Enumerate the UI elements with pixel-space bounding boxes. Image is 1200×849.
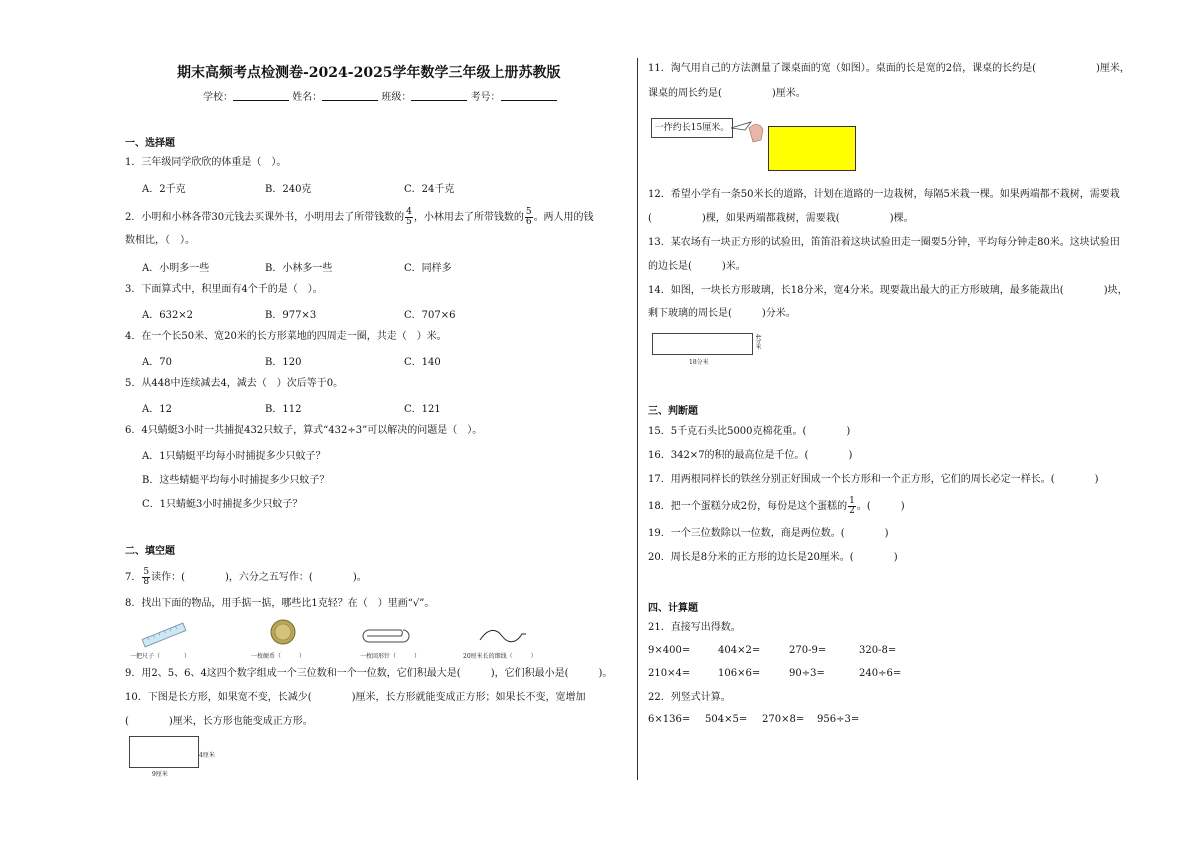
question-15: 15．5千克石头比5000克棉花重。( )	[648, 426, 851, 437]
fraction: $\frac{4}{5}$	[406, 207, 412, 227]
calc-item: 9×400=	[648, 645, 691, 656]
option-c: C．707×6	[404, 310, 456, 321]
length-label: 18分米	[689, 359, 709, 366]
question-18	[648, 497, 905, 516]
question-14: 14．如图，一块长方形玻璃，长18分米，宽4分米。现要裁出最大的正方形玻璃，最多能裁出( )块，	[648, 285, 1128, 296]
option-c: C．同样多	[404, 263, 452, 274]
question-text: 读作：( )，六分之五写作：( )。	[151, 572, 367, 583]
exam-number-field[interactable]	[501, 90, 557, 101]
question-2	[125, 208, 594, 227]
calc-item: 320-8=	[859, 645, 897, 656]
name-label: 姓名：	[292, 92, 323, 103]
thread-icon	[478, 628, 528, 644]
question-12-line2: ( )棵，如果两端都栽树，需要栽( )棵。	[648, 213, 914, 224]
ruler-icon	[140, 622, 188, 648]
item-label-ruler: 一把尺子（ ）	[130, 653, 191, 660]
question-2-line2: 数相比，（ ）。	[125, 235, 195, 246]
option-c: C．1只蜻蜓3小时捕捉多少只蚊子？	[142, 499, 303, 510]
right-column	[645, 0, 1165, 849]
class-field[interactable]	[411, 90, 467, 101]
question-10-line2: ( )厘米，长方形也能变成正方形。	[125, 716, 313, 727]
question-text: 2．小明和小林各带30元钱去买课外书，小明用去了所带钱数的	[125, 212, 405, 223]
calc-item: 90÷3=	[789, 668, 825, 679]
question-11-line2: 课桌的周长约是( )厘米。	[648, 88, 806, 99]
question-22: 22．列竖式计算。	[648, 692, 731, 703]
calc-item: 270×8=	[762, 714, 805, 725]
calc-item: 504×5=	[705, 714, 748, 725]
left-column	[120, 0, 625, 849]
option-c: C．121	[404, 404, 441, 415]
coin-icon	[270, 619, 296, 645]
section-heading: 三、判断题	[648, 406, 698, 417]
calc-item: 6×136=	[648, 714, 691, 725]
question-1: 1．三年级同学欣欣的体重是（ ）。	[125, 157, 287, 168]
option-a: A．70	[142, 357, 172, 368]
calc-item: 956÷3=	[817, 714, 860, 725]
question-19: 19．一个三位数除以一位数，商是两位数。( )	[648, 528, 889, 539]
option-a: A．小明多一些	[142, 263, 210, 274]
question-8: 8．找出下面的物品，用手掂一掂，哪些比1克轻？在（ ）里画“√”。	[125, 598, 435, 609]
option-a: A．2千克	[142, 184, 186, 195]
question-10: 10．下图是长方形，如果宽不变，长减少( )厘米，长方形就能变成正方形；如果长不变，宽增加	[125, 692, 586, 703]
question-text: 。两人用的钱	[533, 212, 594, 223]
option-c: C．24千克	[404, 184, 455, 195]
question-6: 6．4只蜻蜓3小时一共捕捉432只蚊子，算式“432÷3”可以解决的问题是（ ）。	[125, 425, 483, 436]
option-c: C．140	[404, 357, 441, 368]
width-label: 4厘米	[199, 752, 215, 759]
calc-item: 106×6=	[718, 668, 761, 679]
question-number: 7．	[125, 572, 142, 583]
question-text: ，小林用去了所带钱数的	[413, 212, 524, 223]
width-label: 4分米	[754, 334, 761, 350]
question-20: 20．周长是8分米的正方形的边长是20厘米。( )	[648, 552, 898, 563]
student-info-row	[203, 90, 557, 105]
item-label-thread: 20厘米长的细线（ ）	[463, 653, 537, 660]
calc-item: 240÷6=	[859, 668, 902, 679]
question-11: 11．淘气用自己的方法测量了课桌面的宽（如图）。桌面的长是宽的2倍，课桌的长约是( )厘米，	[648, 63, 1130, 74]
school-field[interactable]	[233, 90, 289, 101]
school-label: 学校：	[203, 92, 233, 103]
fraction: $\frac{1}{2}$	[849, 496, 855, 516]
length-label: 9厘米	[152, 771, 168, 778]
glass-rectangle	[652, 333, 753, 355]
section-heading: 四、计算题	[648, 603, 698, 614]
fraction: $\frac{5}{8}$	[143, 567, 150, 587]
question-5: 5．从448中连续减去4，减去（ ）次后等于0。	[125, 378, 344, 389]
section-heading: 一、选择题	[125, 138, 175, 149]
column-divider	[637, 58, 638, 780]
question-4: 4．在一个长50米、宽20米的长方形菜地的四周走一圈，共走（ ）米。	[125, 331, 447, 342]
calc-item: 210×4=	[648, 668, 691, 679]
paperclip-icon	[363, 629, 407, 643]
calc-item: 270-9=	[789, 645, 827, 656]
page-title: 期末高频考点检测卷-2024-2025学年数学三年级上册苏教版	[177, 65, 561, 81]
option-b: B．112	[265, 404, 302, 415]
question-text: 。( )	[856, 501, 905, 512]
fraction: $\frac{5}{6}$	[525, 207, 532, 227]
option-a: A．632×2	[142, 310, 194, 321]
exam-number-label: 考号：	[470, 92, 501, 103]
option-b: B．小林多一些	[265, 263, 333, 274]
option-a: A．12	[142, 404, 172, 415]
option-a: A．1只蜻蜓平均每小时捕捉多少只蚊子？	[142, 451, 326, 462]
question-3: 3．下面算式中，积里面有4个千的是（ ）。	[125, 284, 323, 295]
class-label: 班级：	[381, 92, 412, 103]
option-b: B．120	[265, 357, 302, 368]
question-7	[125, 568, 367, 587]
question-21: 21．直接写出得数。	[648, 622, 741, 633]
speech-bubble: 一拃约长15厘米。	[651, 118, 733, 138]
option-b: B．977×3	[265, 310, 317, 321]
item-label-paperclip: 一枚回形针（ ）	[360, 653, 421, 660]
section-heading: 二、填空题	[125, 546, 175, 557]
rectangle-figure	[129, 736, 199, 768]
desk-top-rectangle	[768, 126, 856, 171]
question-16: 16．342×7的积的最高位是千位。( )	[648, 450, 853, 461]
question-17: 17．用两根同样长的铁丝分别正好围成一个长方形和一个正方形，它们的周长必定一样长。( )	[648, 474, 1099, 485]
hand-icon	[731, 120, 767, 150]
question-14-line2: 剩下玻璃的周长是( )分米。	[648, 308, 796, 319]
option-b: B．这些蜻蜓平均每小时捕捉多少只蚊子？	[142, 475, 330, 486]
option-b: B．240克	[265, 184, 312, 195]
item-label-coin: 一枚硬币（ ）	[251, 653, 306, 660]
question-text: 18．把一个蛋糕分成2份，每份是这个蛋糕的	[648, 501, 848, 512]
calc-item: 404×2=	[718, 645, 761, 656]
name-field[interactable]	[322, 90, 378, 101]
question-13-line2: 的边长是( )米。	[648, 261, 746, 272]
question-13: 13．某农场有一块正方形的试验田，笛笛沿着这块试验田走一圈要5分钟，平均每分钟走80米。这块试验田	[648, 237, 1120, 248]
question-9: 9．用2、5、6、4这四个数字组成一个三位数和一个一位数，它们积最大是( )，它们积最小是( )。	[125, 668, 613, 679]
question-12: 12．希望小学有一条50米长的道路，计划在道路的一边栽树，每隔5米栽一棵。如果两端都不栽树，需要栽	[648, 189, 1120, 200]
